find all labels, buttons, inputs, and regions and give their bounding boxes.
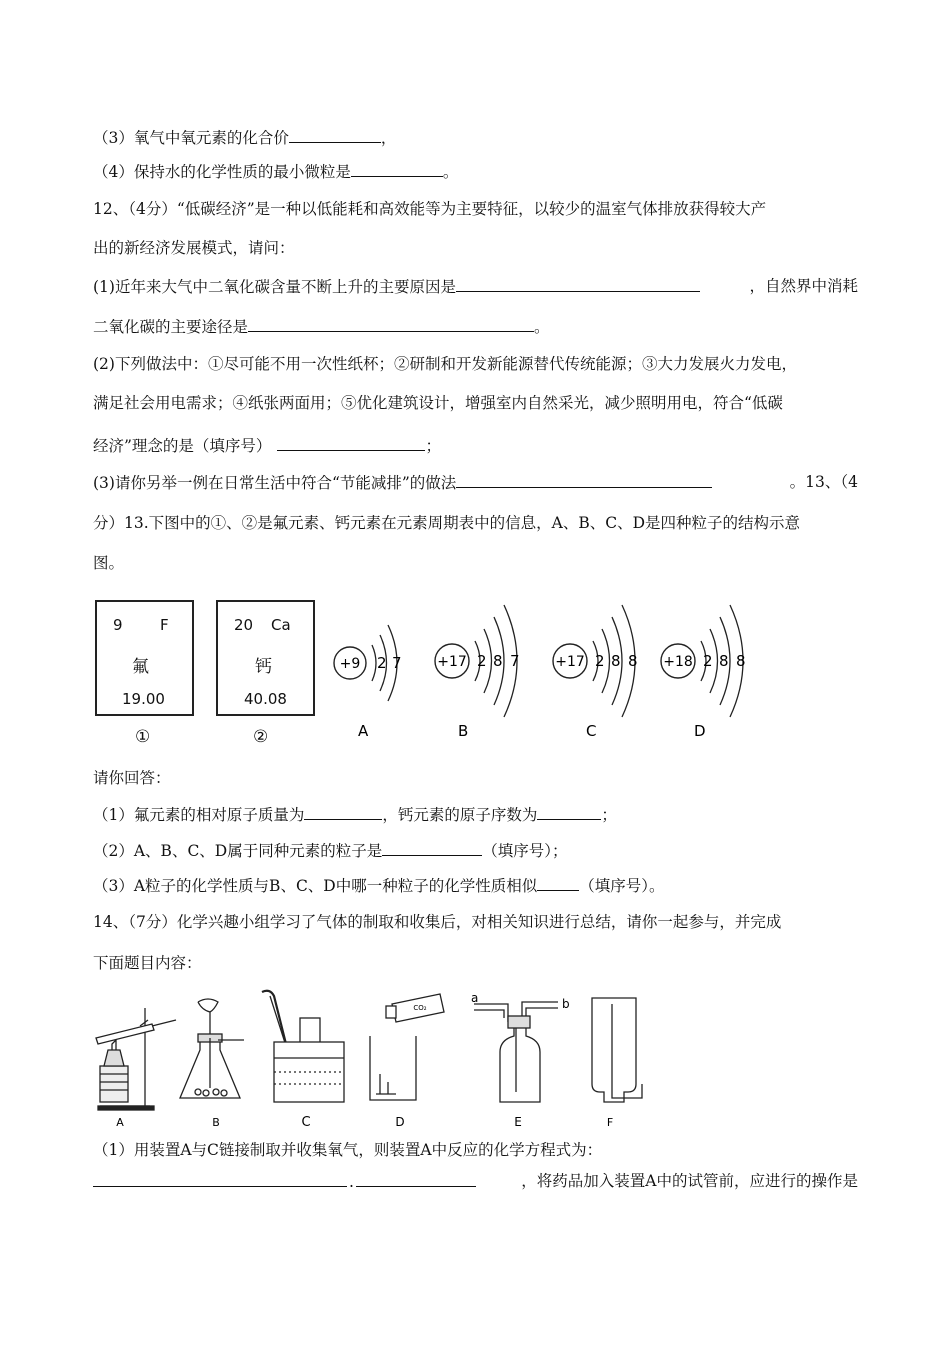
answer-blank[interactable]	[304, 804, 382, 820]
particle-b-shell-3: 7	[510, 652, 520, 670]
answer-blank[interactable]	[248, 316, 534, 332]
particle-a-shell-2: 7	[392, 654, 402, 672]
apparatus-f-label: F	[606, 1116, 614, 1129]
particle-d-nucleus: +18	[663, 654, 693, 670]
particle-b-nucleus: +17	[437, 654, 467, 670]
lab-apparatus-figure	[90, 988, 670, 1133]
answer-blank[interactable]	[537, 804, 601, 820]
particle-c-shell-3: 8	[628, 652, 638, 670]
particle-b-shell-1: 2	[477, 652, 487, 670]
particle-diagrams	[320, 595, 760, 755]
q13-a3: （3）A粒子的化学性质与B、C、D中哪一种粒子的化学性质相似 （填序号）。	[93, 877, 665, 895]
co2-bottle-label: CO₂	[413, 1004, 427, 1012]
answer-blank[interactable]	[289, 127, 381, 143]
apparatus-e	[474, 1002, 558, 1102]
q13-stem-line2: 图。	[93, 554, 125, 572]
particle-b-shell-2: 8	[493, 652, 503, 670]
particle-a-nucleus: +9	[339, 656, 361, 672]
particle-d-shell-1: 2	[703, 652, 713, 670]
q12-stem-line2: 出的新经济发展模式，请问：	[93, 239, 295, 257]
q14-sub1: （1）用装置A与C链接制取并收集氧气，则装置A中反应的化学方程式为：	[93, 1141, 603, 1159]
q14-sub1-line2: . ，将药品加入装置A中的试管前，应进行的操作是	[93, 1171, 858, 1192]
card-label-2: ②	[253, 727, 269, 747]
particle-a-label: A	[358, 722, 369, 740]
particle-c-shell-2: 8	[611, 652, 621, 670]
q14-stem-line2: 下面题目内容：	[93, 954, 202, 972]
particle-a-diagram	[334, 625, 402, 740]
particle-b-diagram	[435, 605, 520, 740]
q11-item4: （4）保持水的化学性质的最小微粒是 。	[93, 163, 459, 181]
q13-answer-intro: 请你回答：	[93, 769, 171, 787]
q12-sub1-line2: 二氧化碳的主要途径是 。	[93, 318, 550, 336]
answer-blank[interactable]	[351, 161, 443, 177]
answer-blank[interactable]	[456, 276, 700, 292]
answer-blank[interactable]	[382, 840, 482, 856]
q13-a2: （2）A、B、C、D属于同种元素的粒子是 （填序号）；	[93, 842, 568, 860]
port-a-label: a	[471, 991, 479, 1005]
particle-c-diagram	[553, 605, 638, 740]
port-b-label: b	[562, 997, 570, 1011]
apparatus-d	[370, 994, 444, 1100]
q12-stem-line1: 12、（4分）“低碳经济”是一种以低能耗和高效能等为主要特征，以较少的温室气体排放获得较大产	[93, 200, 767, 218]
q13-a1: （1）氟元素的相对原子质量为 ，钙元素的原子序数为 ；	[93, 806, 617, 824]
particle-d-diagram	[661, 605, 746, 740]
q11-item3: （3）氧气中氧元素的化合价 ，	[93, 129, 397, 147]
apparatus-c-label: C	[301, 1115, 311, 1130]
particle-c-label: C	[586, 722, 597, 740]
fluorine-element-card: 9 F 氟 19.00	[95, 600, 194, 716]
answer-blank[interactable]	[93, 1171, 347, 1187]
q12-sub1-line1: (1)近年来大气中二氧化碳含量不断上升的主要原因是 ，自然界中消耗	[93, 277, 858, 296]
apparatus-d-label: D	[395, 1115, 405, 1129]
answer-blank[interactable]	[277, 435, 425, 451]
particle-c-shell-1: 2	[595, 652, 605, 670]
particle-d-label: D	[694, 722, 706, 740]
q14-stem-line1: 14、（7分）化学兴趣小组学习了气体的制取和收集后，对相关知识进行总结，请你一起参与，并完成	[93, 913, 782, 931]
particle-a-shell-1: 2	[377, 654, 387, 672]
apparatus-c	[262, 991, 344, 1102]
q12-sub2-line1: (2)下列做法中：①尽可能不用一次性纸杯；②研制和开发新能源替代传统能源；③大力发展火力发电，	[93, 355, 797, 373]
apparatus-f	[592, 998, 642, 1102]
q12-sub3: (3)请你另举一例在日常生活中符合“节能减排”的做法 。13、（4	[93, 473, 858, 492]
apparatus-b	[180, 999, 244, 1098]
particle-c-nucleus: +17	[555, 654, 585, 670]
calcium-element-card: 20 Ca 钙 40.08	[216, 600, 315, 716]
particle-d-shell-2: 8	[719, 652, 729, 670]
card-label-1: ①	[135, 727, 151, 747]
apparatus-a	[96, 1008, 176, 1110]
particle-b-label: B	[458, 722, 469, 740]
answer-blank[interactable]	[356, 1171, 476, 1187]
apparatus-b-label: B	[212, 1116, 220, 1129]
q13-stem-line1: 分）13.下图中的①、②是氟元素、钙元素在元素周期表中的信息，A、B、C、D是四种粒子的结构示意	[93, 514, 801, 532]
answer-blank[interactable]	[537, 875, 579, 891]
particle-d-shell-3: 8	[736, 652, 746, 670]
apparatus-e-label: E	[514, 1115, 522, 1129]
q12-sub2-line2: 满足社会用电需求；④纸张两面用；⑤优化建筑设计，增强室内自然采光，减少照明用电，符合“低碳	[93, 394, 783, 412]
q12-sub2-line3: 经济”理念的是（填序号） ；	[93, 437, 441, 455]
apparatus-a-label: A	[116, 1116, 124, 1129]
answer-blank[interactable]	[456, 472, 712, 488]
